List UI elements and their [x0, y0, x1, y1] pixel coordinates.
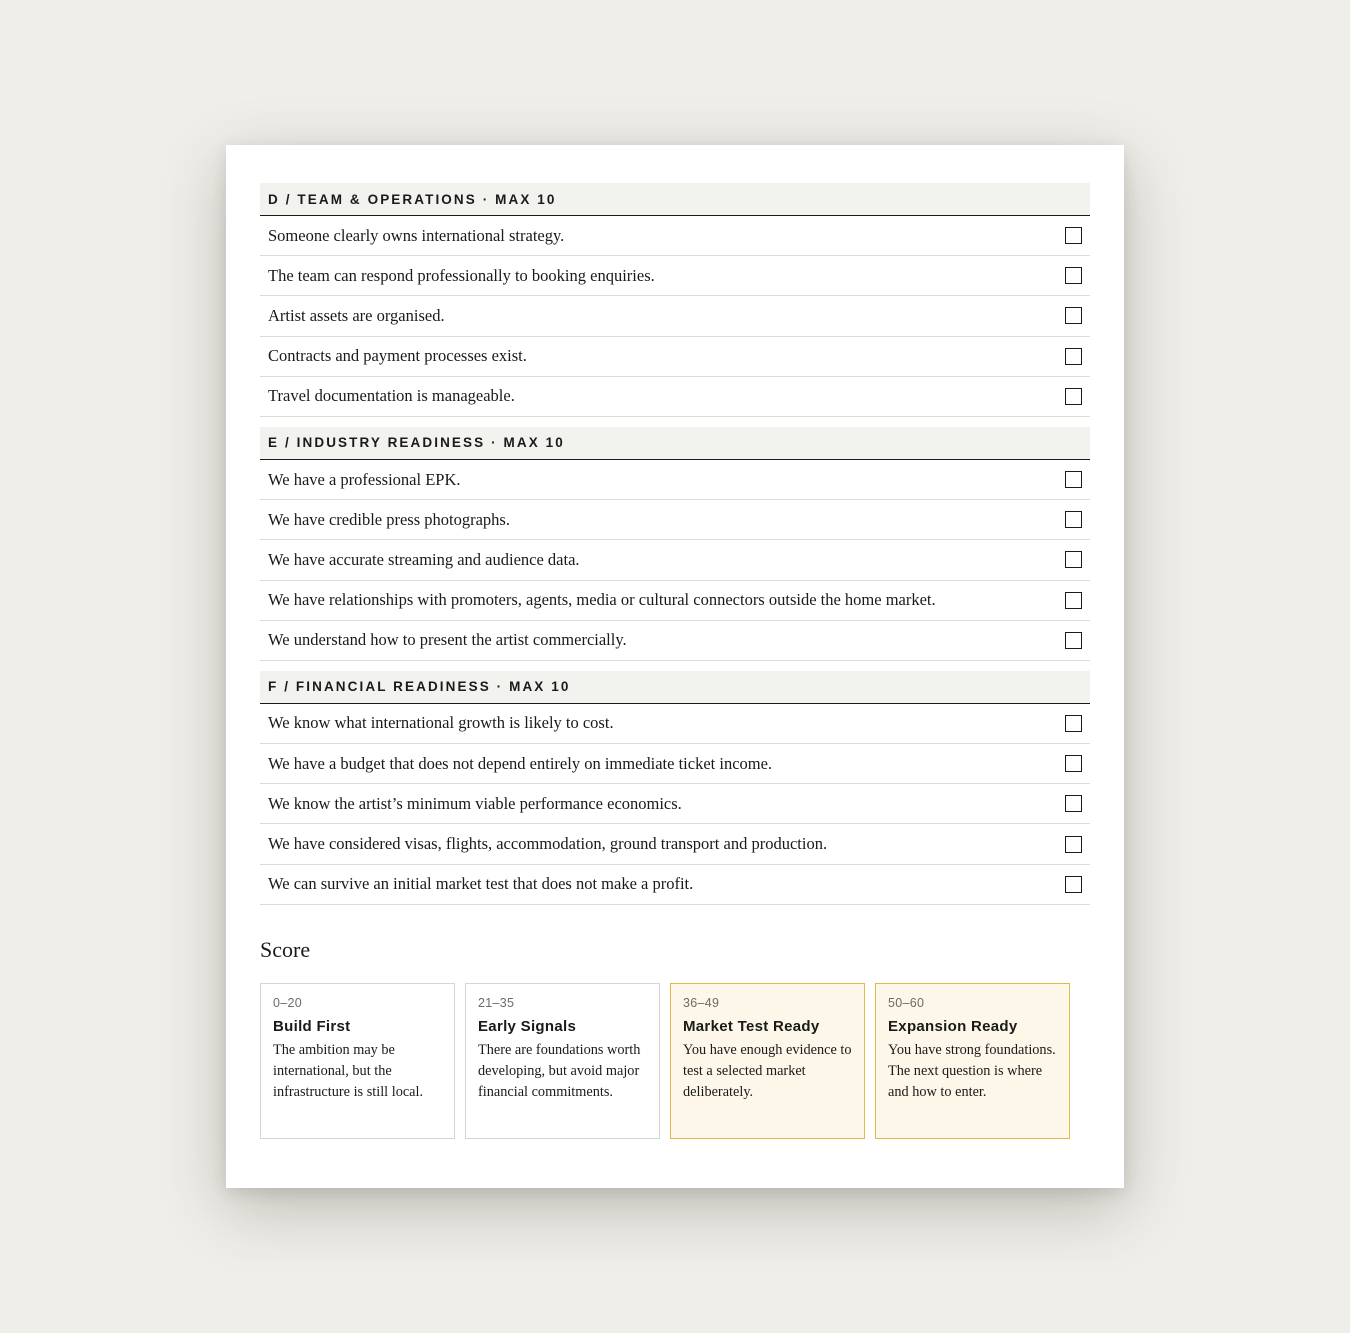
checkbox[interactable]	[1065, 227, 1082, 244]
score-card-expansion-ready	[875, 983, 1070, 1139]
section-header: F / FINANCIAL READINESS · MAX 10	[260, 671, 1090, 704]
checklist-item-label: We know the artist’s minimum viable performance economics.	[268, 793, 682, 813]
checklist-item	[260, 784, 1090, 824]
checkbox[interactable]	[1065, 348, 1082, 365]
checkbox[interactable]	[1065, 551, 1082, 568]
checkbox[interactable]	[1065, 876, 1082, 893]
checklist-item-label: We have credible press photographs.	[268, 509, 510, 529]
section-team-operations	[260, 183, 1090, 417]
checkbox[interactable]	[1065, 388, 1082, 405]
score-card-description: You have enough evidence to test a selected market deliberately.	[683, 1041, 852, 1101]
checklist-item	[260, 621, 1090, 661]
checklist-item-label: We have relationships with promoters, agents, media or cultural connectors outside the home market.	[268, 590, 936, 610]
checklist-item-label: We know what international growth is likely to cost.	[268, 713, 614, 733]
score-card-early-signals	[465, 983, 660, 1139]
score-card-market-test-ready	[670, 983, 865, 1139]
checklist-item	[260, 540, 1090, 580]
checklist-item	[260, 500, 1090, 540]
checkbox[interactable]	[1065, 267, 1082, 284]
score-range: 0–20	[273, 995, 303, 1010]
checklist-item-label: We have a budget that does not depend entirely on immediate ticket income.	[268, 753, 773, 773]
checklist-item-label: The team can respond professionally to booking enquiries.	[268, 265, 655, 285]
score-card-title: Expansion Ready	[888, 1017, 1018, 1035]
checklist-item-label: Travel documentation is manageable.	[268, 386, 515, 406]
checklist-item-label: We have considered visas, flights, accommodation, ground transport and production.	[268, 834, 828, 854]
score-range: 36–49	[683, 995, 720, 1010]
score-card-build-first	[260, 983, 455, 1139]
checklist-item	[260, 256, 1090, 296]
checklist-item	[260, 337, 1090, 377]
checklist-item	[260, 865, 1090, 905]
checkbox[interactable]	[1065, 307, 1082, 324]
score-card-description: The ambition may be international, but the infrastructure is still local.	[273, 1041, 424, 1101]
checklist-page	[226, 145, 1124, 1188]
checklist-item	[260, 460, 1090, 500]
checklist-item	[260, 704, 1090, 744]
score-card-title: Market Test Ready	[683, 1017, 820, 1035]
checkbox[interactable]	[1065, 511, 1082, 528]
section-industry-readiness	[260, 427, 1090, 661]
score-range: 50–60	[888, 995, 925, 1010]
checklist-item	[260, 296, 1090, 336]
checkbox[interactable]	[1065, 755, 1082, 772]
checkbox[interactable]	[1065, 632, 1082, 649]
checklist-item-label: We understand how to present the artist commercially.	[268, 630, 627, 650]
checklist-item-label: Someone clearly owns international strategy.	[268, 225, 565, 245]
checklist-item	[260, 824, 1090, 864]
checklist-item	[260, 744, 1090, 784]
checkbox[interactable]	[1065, 795, 1082, 812]
score-heading: Score	[260, 936, 311, 962]
section-header: D / TEAM & OPERATIONS · MAX 10	[260, 183, 1090, 216]
checklist-item-label: We have a professional EPK.	[268, 469, 461, 489]
section-header: E / INDUSTRY READINESS · MAX 10	[260, 427, 1090, 460]
checkbox[interactable]	[1065, 836, 1082, 853]
score-range: 21–35	[478, 995, 515, 1010]
checkbox[interactable]	[1065, 715, 1082, 732]
checklist-item	[260, 216, 1090, 256]
checklist-item	[260, 581, 1090, 621]
checklist-item-label: We have accurate streaming and audience data.	[268, 549, 580, 569]
score-cards	[260, 983, 1090, 1139]
score-card-description: There are foundations worth developing, but avoid major financial commitments.	[478, 1041, 641, 1101]
checklist-item	[260, 377, 1090, 417]
checkbox[interactable]	[1065, 471, 1082, 488]
score-card-title: Build First	[273, 1017, 351, 1035]
score-card-title: Early Signals	[478, 1017, 577, 1035]
score-card-description: You have strong foundations. The next question is where and how to enter.	[888, 1041, 1056, 1101]
checklist-item-label: Contracts and payment processes exist.	[268, 346, 527, 366]
checklist-item-label: We can survive an initial market test that does not make a profit.	[268, 874, 694, 894]
checklist-item-label: Artist assets are organised.	[268, 305, 445, 325]
checkbox[interactable]	[1065, 592, 1082, 609]
section-financial-readiness	[260, 671, 1090, 905]
